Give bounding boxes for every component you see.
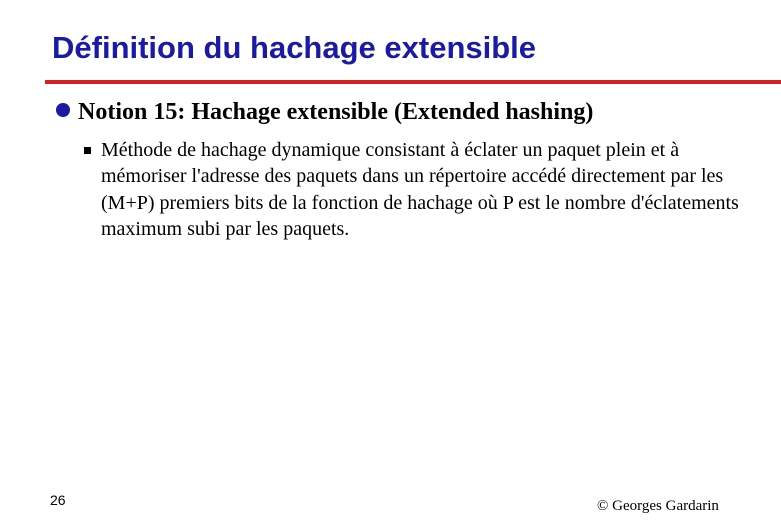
square-bullet-icon <box>84 147 91 154</box>
sub-bullet-text: Méthode de hachage dynamique consistant à éclater un paquet plein et à mémoriser l'adresse des paquets dans un répertoire accédé directement par les (M+P) premiers bits de la fonction de hachage où P est le nombre d'éclatements maximum subi par les paquets. <box>101 139 739 241</box>
page-number: 26 <box>50 492 66 508</box>
slide-title: Définition du hachage extensible <box>52 30 537 65</box>
title-underline <box>45 80 781 84</box>
footer-credit: © Georges Gardarin <box>597 498 719 514</box>
sub-bullet-item <box>84 137 764 243</box>
main-bullet-text: Notion 15: Hachage extensible (Extended hashing) <box>78 99 594 125</box>
main-bullet-item <box>56 98 593 127</box>
round-bullet-icon <box>56 103 70 117</box>
